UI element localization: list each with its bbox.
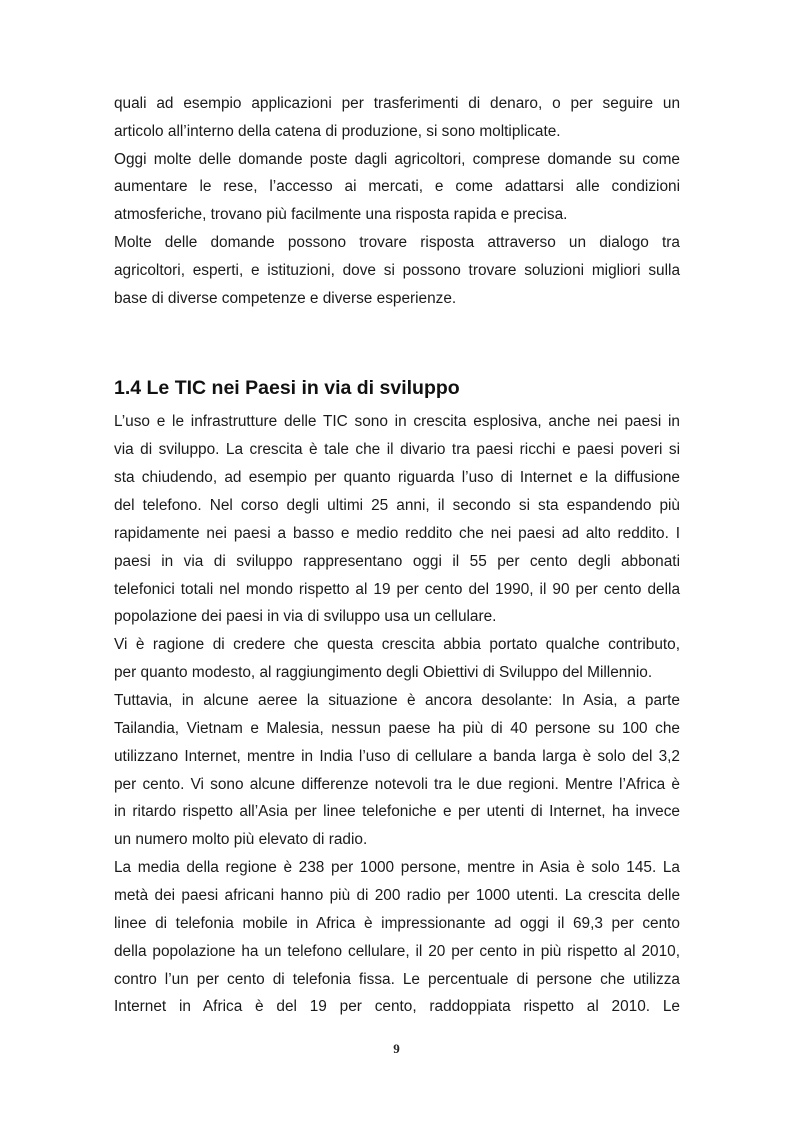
- text-line: della popolazione ha un telefono cellulare, il 20 per cento in più rispetto al 2010,: [114, 943, 680, 960]
- text-line: Vi è ragione di credere che questa crescita abbia portato qualche contributo,: [114, 636, 680, 653]
- text-line: via di sviluppo. La crescita è tale che il divario tra paesi ricchi e paesi poveri si: [114, 441, 680, 458]
- text-line: Internet in Africa è del 19 per cento, raddoppiata rispetto al 2010. Le: [114, 998, 680, 1015]
- text-line: Tuttavia, in alcune aeree la situazione è ancora desolante: In Asia, a parte: [114, 692, 680, 709]
- text-line: agricoltori, esperti, e istituzioni, dove si possono trovare soluzioni migliori sulla: [114, 262, 680, 279]
- text-line: telefonici totali nel mondo rispetto al 19 per cento del 1990, il 90 per cento della: [114, 581, 680, 598]
- text-line: del telefono. Nel corso degli ultimi 25 anni, il secondo si sta espandendo più: [114, 497, 680, 514]
- text-line: per quanto modesto, al raggiungimento degli Obiettivi di Sviluppo del Millennio.: [114, 664, 653, 681]
- text-line: Oggi molte delle domande poste dagli agricoltori, comprese domande su come: [114, 151, 680, 168]
- text-line: paesi in via di sviluppo rappresentano oggi il 55 per cento degli abbonati: [114, 553, 680, 570]
- text-line: contro l’un per cento di telefonia fissa. Le percentuale di persone che utilizza: [114, 971, 680, 988]
- text-line: rapidamente nei paesi a basso e medio reddito che nei paesi ad alto reddito. I: [114, 525, 680, 542]
- text-line: base di diverse competenze e diverse esperienze.: [114, 290, 457, 307]
- text-line: Tailandia, Vietnam e Malesia, nessun paese ha più di 40 persone su 100 che: [114, 720, 680, 737]
- text-line: in ritardo rispetto all’Asia per linee telefoniche e per utenti di Internet, ha invece: [114, 803, 680, 820]
- text-line: atmosferiche, trovano più facilmente una risposta rapida e precisa.: [114, 206, 568, 223]
- text-line: aumentare le rese, l’accesso ai mercati, e come adattarsi alle condizioni: [114, 178, 680, 195]
- text-line: popolazione dei paesi in via di sviluppo usa un cellulare.: [114, 608, 497, 625]
- page-number: 9: [393, 1041, 400, 1056]
- text-line: linee di telefonia mobile in Africa è impressionante ad oggi il 69,3 per cento: [114, 915, 680, 932]
- text-line: sta chiudendo, ad esempio per quanto riguarda l’uso di Internet e la diffusione: [114, 469, 680, 486]
- text-line: articolo all’interno della catena di produzione, si sono moltiplicate.: [114, 123, 561, 140]
- text-line: La media della regione è 238 per 1000 persone, mentre in Asia è solo 145. La: [114, 859, 680, 876]
- section-heading: 1.4 Le TIC nei Paesi in via di sviluppo: [114, 377, 460, 399]
- text-line: Molte delle domande possono trovare risposta attraverso un dialogo tra: [114, 234, 680, 251]
- text-line: metà dei paesi africani hanno più di 200 radio per 1000 utenti. La crescita delle: [114, 887, 680, 904]
- text-line: L’uso e le infrastrutture delle TIC sono in crescita esplosiva, anche nei paesi in: [114, 413, 680, 430]
- text-line: quali ad esempio applicazioni per trasferimenti di denaro, o per seguire un: [114, 95, 680, 112]
- text-line: per cento. Vi sono alcune differenze notevoli tra le due regioni. Mentre l’Africa è: [114, 776, 680, 793]
- text-line: utilizzano Internet, mentre in India l’uso di cellulare a banda larga è solo del 3,2: [114, 748, 680, 765]
- text-line: un numero molto più elevato di radio.: [114, 831, 368, 848]
